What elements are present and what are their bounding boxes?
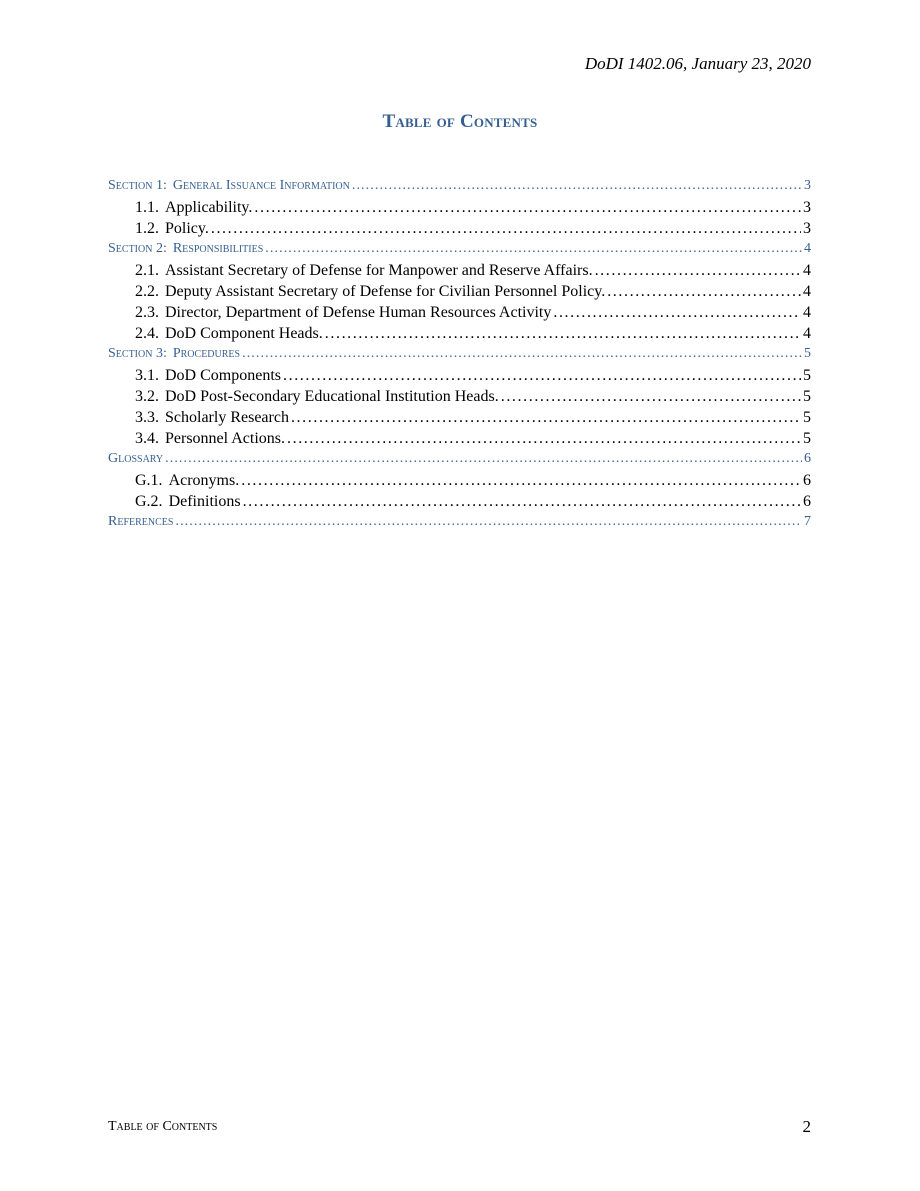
toc-entry-label: Acronyms. xyxy=(168,472,240,489)
toc-entry-number: Section 2: xyxy=(108,241,167,256)
toc-entry-title xyxy=(135,220,209,238)
footer-label: Table of Contents xyxy=(108,1119,218,1134)
toc-entry-title xyxy=(135,262,593,280)
toc-entry-label: Personnel Actions. xyxy=(165,430,285,447)
toc-page-number: 6 xyxy=(803,493,811,510)
toc-page-number: 6 xyxy=(803,472,811,489)
toc-entry-number: Section 3: xyxy=(108,346,167,361)
dot-leader xyxy=(254,199,801,217)
toc-entry-label: Director, Department of Defense Human Resources Activity xyxy=(165,304,552,321)
toc-page-number: 3 xyxy=(804,178,811,193)
table-of-contents xyxy=(108,178,811,535)
toc-entry-label: General Issuance Information xyxy=(172,178,350,193)
toc-page-number: 5 xyxy=(803,430,811,447)
dot-leader xyxy=(501,388,801,406)
toc-page-number: 4 xyxy=(803,262,811,279)
toc-page-number: 5 xyxy=(803,367,811,384)
toc-section-entry[interactable] xyxy=(108,451,811,472)
dot-leader xyxy=(291,409,801,427)
toc-entry-title xyxy=(108,451,163,467)
toc-page-number: 4 xyxy=(803,325,811,342)
toc-entry-number: 3.2. xyxy=(135,388,159,405)
dot-leader xyxy=(243,493,801,511)
toc-section-entry[interactable] xyxy=(108,514,811,535)
toc-subsection-entry[interactable] xyxy=(108,283,811,304)
toc-subsection-entry[interactable] xyxy=(108,430,811,451)
toc-entry-number: 3.4. xyxy=(135,430,159,447)
dot-leader xyxy=(607,283,801,301)
dot-leader xyxy=(211,220,801,238)
dot-leader xyxy=(165,451,802,467)
dot-leader xyxy=(265,241,802,257)
toc-subsection-entry[interactable] xyxy=(108,199,811,220)
toc-entry-title xyxy=(135,493,241,511)
dot-leader xyxy=(175,514,802,530)
toc-entry-number: G.2. xyxy=(135,493,163,510)
toc-entry-title xyxy=(135,304,551,322)
toc-entry-title xyxy=(108,346,240,362)
toc-page-number: 4 xyxy=(804,241,811,256)
toc-entry-label: DoD Components xyxy=(165,367,281,384)
toc-entry-label: Deputy Assistant Secretary of Defense for Civilian Personnel Policy. xyxy=(165,283,606,300)
page-number: 2 xyxy=(802,1117,811,1136)
toc-subsection-entry[interactable] xyxy=(108,367,811,388)
toc-entry-label: Assistant Secretary of Defense for Manpower and Reserve Affairs. xyxy=(165,262,593,279)
toc-entry-label: Applicability. xyxy=(165,199,253,216)
toc-entry-title xyxy=(108,178,350,194)
toc-entry-label: DoD Post-Secondary Educational Institution Heads. xyxy=(165,388,499,405)
toc-subsection-entry[interactable] xyxy=(108,262,811,283)
toc-subsection-entry[interactable] xyxy=(108,325,811,346)
toc-entry-number: G.1. xyxy=(135,472,163,489)
toc-entry-label: Definitions xyxy=(168,493,241,510)
dot-leader xyxy=(325,325,801,343)
toc-entry-title xyxy=(135,472,239,490)
toc-entry-label: Scholarly Research xyxy=(165,409,289,426)
toc-entry-number: 1.1. xyxy=(135,199,159,216)
toc-subsection-entry[interactable] xyxy=(108,472,811,493)
toc-entry-number: 3.1. xyxy=(135,367,159,384)
dot-leader xyxy=(283,367,801,385)
dot-leader xyxy=(242,346,802,362)
toc-subsection-entry[interactable] xyxy=(108,493,811,514)
toc-entry-label: DoD Component Heads. xyxy=(165,325,323,342)
document-header: DoDI 1402.06, January 23, 2020 xyxy=(584,54,811,73)
dot-leader xyxy=(553,304,801,322)
toc-subsection-entry[interactable] xyxy=(108,388,811,409)
toc-entry-number: 1.2. xyxy=(135,220,159,237)
toc-entry-number: 2.3. xyxy=(135,304,159,321)
toc-entry-title xyxy=(135,325,323,343)
toc-page-number: 4 xyxy=(803,304,811,321)
toc-page-number: 5 xyxy=(803,388,811,405)
toc-section-entry[interactable] xyxy=(108,178,811,199)
page-title: Table of Contents xyxy=(382,111,538,132)
toc-entry-number: 2.4. xyxy=(135,325,159,342)
toc-entry-label: Policy. xyxy=(165,220,209,237)
toc-page-number: 7 xyxy=(804,514,811,529)
toc-page-number: 4 xyxy=(803,283,811,300)
toc-entry-title xyxy=(108,514,173,530)
toc-entry-title xyxy=(135,283,605,301)
dot-leader xyxy=(241,472,801,490)
dot-leader xyxy=(287,430,801,448)
toc-entry-number: 3.3. xyxy=(135,409,159,426)
toc-entry-title xyxy=(135,409,289,427)
toc-entry-title xyxy=(135,388,499,406)
toc-subsection-entry[interactable] xyxy=(108,220,811,241)
toc-section-entry[interactable] xyxy=(108,241,811,262)
toc-page-number: 3 xyxy=(803,199,811,216)
toc-entry-title xyxy=(135,430,285,448)
toc-entry-label: References xyxy=(108,514,174,529)
toc-entry-number: Section 1: xyxy=(108,178,167,193)
toc-section-entry[interactable] xyxy=(108,346,811,367)
toc-page-number: 6 xyxy=(804,451,811,466)
toc-entry-label: Glossary xyxy=(108,451,164,466)
toc-entry-number: 2.1. xyxy=(135,262,159,279)
toc-entry-title xyxy=(135,367,281,385)
toc-entry-title xyxy=(135,199,252,217)
toc-page-number: 5 xyxy=(803,409,811,426)
toc-page-number: 3 xyxy=(803,220,811,237)
toc-entry-title xyxy=(108,241,263,257)
dot-leader xyxy=(595,262,801,280)
dot-leader xyxy=(352,178,802,194)
toc-entry-label: Procedures xyxy=(172,346,241,361)
toc-entry-number: 2.2. xyxy=(135,283,159,300)
toc-page-number: 5 xyxy=(804,346,811,361)
toc-subsection-entry[interactable] xyxy=(108,409,811,430)
toc-subsection-entry[interactable] xyxy=(108,304,811,325)
toc-entry-label: Responsibilities xyxy=(172,241,264,256)
